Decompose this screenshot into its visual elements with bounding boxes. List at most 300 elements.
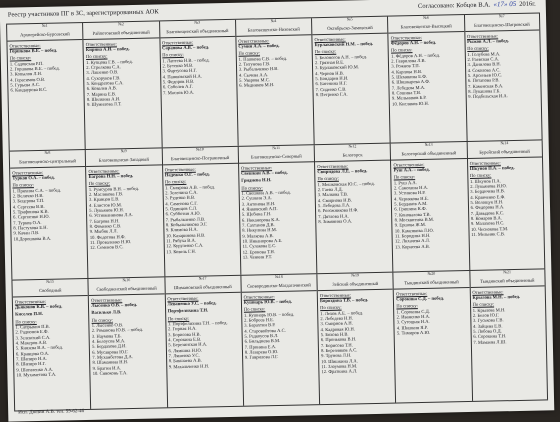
district-cell	[161, 147, 240, 277]
member-item: 11. Проваленко Н.Ю.	[89, 239, 132, 245]
member-item: 9. Махальченко Н.Н.	[168, 363, 210, 370]
district-body	[86, 165, 163, 251]
managers-label: Ответственные:	[243, 293, 275, 300]
approval-line	[418, 0, 536, 10]
district-name: Благовещенско-Западный	[86, 153, 162, 167]
member-item: 3. Фартусова Н.Г.	[162, 67, 197, 74]
district-body	[163, 163, 240, 254]
district-name: Благовещенский объединенный	[160, 24, 236, 38]
member-item: 1. Садовская Р.П.	[9, 60, 44, 67]
district-name: Благовещенско-Низовский	[236, 23, 312, 37]
managers-label: Ответственные:	[240, 164, 273, 171]
member-item: 6. Сорокина Т.Н.	[473, 333, 507, 340]
member-item: 3. Кравцов Е.В.	[88, 196, 120, 203]
member-list-label: По списку:	[15, 318, 37, 325]
member-list	[10, 60, 82, 94]
member-item: 4. Карпова Н.В.	[391, 68, 423, 75]
manager-name: Сумин А.А. – побед.	[238, 42, 280, 49]
member-item: 5. Щебина Г.Н.	[241, 211, 272, 218]
managers-label: Ответственные:	[314, 36, 346, 42]
district-body	[239, 162, 316, 260]
member-item: 4. Кравченко Е.Ф.	[470, 193, 506, 200]
member-item: 1. Мешковская Ю.С. – побед.	[317, 180, 375, 187]
member-list-label: По списку:	[472, 301, 495, 308]
member-item: 9. Трунева Л.Н.	[321, 352, 352, 359]
manager-name: Бурлаковский Н.М. – побед.	[314, 40, 374, 48]
member-item: 4. Янковский А.П.	[241, 205, 278, 212]
member-list	[473, 306, 544, 345]
manager-name: Сарапова А.В. – побед.	[162, 44, 210, 51]
handwritten-date: «17» 05	[493, 0, 517, 9]
district-name: Шимановский объединенный	[165, 280, 241, 294]
district-number: №7	[498, 13, 505, 19]
member-item: 6. Федорова Н.А.	[470, 204, 505, 211]
district-name: Сковородинско-Магдагачинский	[241, 279, 317, 293]
member-item: 4. Зайцева Е.В.	[473, 322, 503, 329]
member-list	[470, 177, 541, 237]
member-item: 10. Никанорова А.Е.	[242, 237, 283, 244]
district-body	[315, 160, 392, 224]
member-item: 9. Качан Л.В.	[13, 230, 40, 236]
member-item: 5. Березинская Н.А.	[168, 341, 208, 348]
member-item: 5. Лобова О.Д.	[473, 328, 502, 334]
district-number: №10	[195, 146, 204, 152]
district-number: №20	[427, 270, 436, 276]
district-body	[7, 40, 83, 94]
executor-line: Исп. Дюнин А.В. тел. 59-62-46	[18, 409, 85, 416]
member-item: 1. Шкунов П.А.	[469, 177, 501, 184]
member-item: 9. Шатиленко А.А.	[16, 366, 54, 373]
member-item: 4. Макеров А.В.	[15, 339, 48, 346]
member-item: 3. Смирнов А.Н.	[320, 320, 353, 327]
district-number: №15	[46, 278, 55, 284]
member-item: 8. Кобыльникова Э.Г.	[165, 221, 208, 228]
member-item: 1. Голубева М.А.	[467, 50, 501, 57]
member-item: 9. Климова Н.А.	[165, 227, 198, 233]
member-list-label: По списку:	[91, 317, 114, 323]
member-item: 1. Лысенко О.В.	[91, 322, 124, 328]
district-name: Архиерейско-Бурсевский	[7, 28, 83, 42]
district-name: Свободный	[13, 284, 89, 298]
member-item: 7. Маслов Ю.А.	[163, 89, 195, 96]
member-item: 4. Елистов Ю.М.	[89, 201, 123, 208]
member-item: 4. Сухоруков Г.В.	[86, 74, 121, 81]
member-item: 3. Руденко В.В.	[165, 195, 196, 201]
member-item: 3. Гуськова Г.В.	[472, 317, 504, 324]
member-item: 1. Лехов А.Е. – побед.	[320, 309, 364, 316]
managers-label: Ответственные:	[466, 32, 499, 39]
member-item: 10. Мухаметова Т.А.	[16, 371, 57, 378]
member-item: 10.Дорошкова В.А.	[13, 235, 52, 242]
member-item: 7. Дятлова Н.А.	[318, 213, 349, 219]
district-cell	[82, 21, 161, 149]
member-item: 2. Гаева Л.Д.	[317, 186, 343, 193]
district-number: №2	[118, 21, 124, 27]
member-item: 6. Мусаврова Ю.Г.	[92, 348, 129, 355]
member-item: 7. Каменская В.А.	[468, 82, 504, 89]
member-item: 1. Портфелихина Т.Н. – побед.	[167, 320, 228, 327]
member-item: 6. Шишкарева А.Ф.	[391, 79, 431, 85]
member-item: 7. Коновалова Т.В.	[394, 211, 431, 218]
district-body	[89, 294, 166, 376]
managers-label: Ответственные:	[91, 296, 123, 303]
district-body	[391, 159, 468, 250]
district-number: №19	[351, 272, 360, 278]
member-item: 8. Березняков А.С.	[320, 347, 358, 354]
member-list	[244, 311, 316, 361]
district-number: №13	[424, 142, 433, 147]
member-item: 1. Склярова А.В. – побед.	[165, 183, 216, 190]
member-item: 7. Борисова Т.Н.	[320, 342, 353, 348]
manager-name-secondary: Гриднева Н.Н.	[241, 177, 272, 184]
member-item: 10. Шишкина Л.А.	[321, 358, 358, 364]
member-item: 1. Фёдоров А.Н. – побед.	[391, 52, 441, 59]
member-item: 5. Волощук Н.Н.	[470, 199, 504, 205]
registry-table	[6, 12, 548, 411]
district-body	[236, 35, 312, 89]
member-item: 6. Рогожникова Н.Ф.	[318, 207, 359, 214]
member-item: 6. Никанорова К.А.	[241, 216, 280, 223]
approval-label: Согласовано: Кобцов В.А.	[417, 1, 491, 11]
member-list	[241, 189, 314, 260]
member-item: 8. Шилкина А.И.	[86, 96, 121, 102]
member-item: 6. Гришина К.Ф.	[394, 206, 427, 212]
member-item: 7. Мамаева Л.Ш.	[473, 338, 507, 345]
member-item: 7. Шапиро Н.А.	[16, 355, 47, 362]
managers-label: Ответственные:	[164, 166, 196, 172]
district-name: Свободненский объединенный	[89, 282, 165, 296]
district-body	[465, 30, 541, 100]
district-cell	[469, 269, 548, 401]
member-item: 3. Антонова Н.Н.	[241, 200, 276, 207]
member-item: 3. Рыбальченко Н.В.	[238, 66, 279, 73]
district-number: №12	[348, 143, 357, 149]
member-item: 6. Пронькова В.Н.	[320, 336, 357, 343]
manager-name: Сорокина С.Д. – побед.	[396, 295, 445, 302]
district-cell	[464, 13, 543, 141]
member-item: 12. Куруленко С.А.	[166, 242, 204, 249]
manager-name: Леваненко У.С. – побед.	[167, 300, 217, 307]
member-list	[165, 183, 238, 254]
district-body	[13, 296, 90, 378]
member-item: 6. Потапова Р.В.	[467, 77, 500, 84]
member-item: 4. Сычева А.А.	[238, 71, 269, 78]
member-item: 9. Мыбяк Л.Л.	[89, 228, 118, 235]
member-item: 7. Сиденко С.В.	[315, 86, 347, 92]
member-item: 1. Пряхина С.А. – побед.	[12, 187, 62, 194]
member-item: 2. Гирная Н.А.	[167, 326, 197, 332]
member-item: 6. Устюжанинова Л.А.	[89, 212, 133, 219]
member-item: 8. Москвитина В.М.	[394, 216, 435, 223]
member-item: 1. Пашкова С.В. – побед.	[238, 55, 288, 62]
member-item: 5. Бохова Н.В.	[320, 331, 349, 338]
member-item: 5. Редкоусов В.Л.	[244, 332, 279, 339]
member-item: 2. Лебедева Н.Н.	[320, 315, 353, 322]
managers-label: Ответственные:	[14, 298, 47, 305]
table-row	[11, 268, 548, 411]
member-list-label: По списку:	[167, 315, 190, 321]
member-item: 13. Ченкин Р.Т.	[242, 254, 273, 260]
member-item: 4. Белоусов М.А.	[91, 338, 126, 344]
member-list-label: По списку:	[85, 53, 108, 60]
member-item: 8. Пастухова Е.Н.	[13, 224, 48, 231]
district-number: №1	[41, 23, 48, 28]
member-item: 5. Гурьева А.С.	[10, 81, 41, 88]
district-body	[389, 32, 466, 107]
district-number: №4	[270, 18, 277, 24]
district-number: №16	[122, 277, 131, 283]
member-item: 10. Кисляков Ю.Н.	[392, 100, 430, 107]
member-item: 10. Сивоконь Т.А.	[92, 370, 128, 376]
member-item: 9. Гаврилова Л.Г.	[244, 354, 279, 361]
manager-name: Горшкова В.Е. – побед.	[9, 47, 58, 54]
manager-name: Турков О.А. – побед.	[12, 174, 55, 181]
member-list-label: По списку:	[393, 174, 416, 180]
member-item: 2. Радионов Е.Ф.	[15, 329, 49, 335]
member-item: 4. Герасимов О.В.	[10, 76, 46, 83]
district-number: №17	[198, 275, 207, 281]
member-item: 8. Зимянина О.А.	[318, 218, 353, 225]
member-item: 6. Соболев А.Г.	[162, 84, 193, 90]
member-list	[315, 53, 387, 97]
member-item: 5. Трифонова К.В.	[12, 208, 49, 215]
district-cell	[6, 23, 85, 151]
member-item: 2. Титунова Г.В.	[238, 61, 271, 67]
approval-year: 2016г.	[519, 0, 536, 8]
member-item: 7. Ляшенко У.С.	[168, 352, 200, 359]
member-item: 10. Чеснокова Т.М.	[471, 225, 509, 232]
member-item: 4. Чернякова Н.Е.	[394, 195, 429, 202]
member-item: 3. Бецерова Т.П.	[12, 198, 45, 204]
managers-label: Ответственные:	[9, 42, 41, 49]
district-number: №14	[500, 140, 509, 146]
member-item: 12. Фраткина А.Л.	[321, 368, 358, 375]
manager-name: Шкунов П.А. – побед.	[469, 164, 515, 171]
member-item: 3. Бердичева Н.В.	[470, 188, 505, 195]
manager-name: Свиридова Л.Е. – побед.	[317, 168, 368, 175]
district-name: Октябрьско-Зимовский	[312, 21, 388, 35]
member-list-label: По списку:	[396, 303, 418, 309]
member-item: 6. Медников М.Н.	[239, 82, 275, 89]
district-number: №18	[274, 274, 283, 280]
district-body	[84, 38, 161, 108]
managers-label: Ответственные:	[317, 163, 349, 169]
member-item: 12. Семенов В.С.	[89, 244, 124, 251]
member-list-label: По списку:	[164, 179, 187, 185]
district-cell	[387, 15, 466, 143]
district-name: Зейский объединенный	[318, 277, 394, 291]
district-cell	[393, 271, 472, 403]
member-item: 2. Бобреев Н.Е.	[244, 317, 275, 323]
member-item: 11. Рябуха В.А.	[166, 237, 197, 244]
member-item: 1. Руш А.А.	[393, 179, 417, 186]
member-list-label: По списку:	[390, 47, 413, 53]
member-list	[396, 308, 468, 336]
manager-name-secondary: Василько Л.В.	[91, 309, 122, 316]
member-list	[15, 323, 87, 378]
member-item: 8. Лазарева О.Ю.	[244, 349, 279, 355]
member-list	[318, 180, 390, 224]
member-item: 13. Ковель Г.Н.	[166, 248, 196, 255]
district-cell	[316, 273, 395, 405]
member-item: 2. Зеленина С.А.	[165, 189, 198, 196]
member-item: 10. Каменкова Л.Ю.	[394, 227, 434, 234]
document-title: Реестр участников ПГ в ЗС, зарегистрированных АОК	[7, 8, 159, 19]
manager-name-secondary: Киселев П.Н.	[15, 311, 44, 317]
managers-label: Ответственные:	[319, 292, 352, 298]
district-name: Благовещенско-Пограничный	[162, 151, 238, 165]
manager-name: Крылова М.Н. – побед.	[472, 293, 521, 300]
member-item: 5. Бердаков А.М.	[394, 200, 428, 207]
manager-name: Лысенко О.В. – побед.	[91, 301, 138, 308]
member-item: 8. Шапиро Н.Г.	[16, 361, 46, 367]
managers-label: Ответственные:	[393, 161, 425, 168]
member-item: 7. Сахтанов Д.В.	[242, 222, 275, 228]
member-list	[162, 57, 234, 96]
managers-label: Ответственные:	[88, 167, 120, 174]
district-cell	[240, 274, 319, 406]
district-name: Тындинский объединенный	[470, 274, 545, 288]
member-item: 3. Малкова Т.В.	[317, 191, 349, 198]
manager-name: Рыжов А.Л. – побед.	[467, 38, 509, 44]
district-name: Тындинский объединенный	[394, 276, 470, 290]
district-body	[318, 289, 395, 375]
member-item: 6. Батенина Н.Г.	[315, 80, 348, 87]
managers-label: Ответственные:	[12, 169, 44, 176]
district-body	[312, 33, 389, 97]
member-item: 3. Барахтин В.Р.	[244, 322, 276, 329]
member-item: 11. Сулакова Е.С.	[242, 243, 277, 250]
member-item: 9. Ершова Ж.М.	[394, 222, 427, 228]
district-cell	[235, 18, 314, 146]
member-item: 7. Давыдова К.С.	[470, 209, 505, 216]
district-body	[242, 291, 319, 361]
member-item: 8. Комаров В.А.	[470, 215, 503, 221]
member-list-label: По списку:	[469, 172, 492, 179]
manager-name: Руш А.А. – побед.	[393, 166, 430, 173]
member-list	[92, 321, 164, 376]
member-item: 5. Князева В.А. – побед.	[15, 344, 64, 351]
member-item: 5. Кондратова С.А.	[86, 80, 124, 86]
member-item: 9. Шумилова Л.Т.	[86, 101, 122, 108]
member-item: 7. Пронина Е.А.	[244, 343, 277, 350]
district-name: Белогорск	[315, 148, 391, 162]
member-list-label: По списку:	[243, 306, 266, 312]
managers-label: Ответственные:	[167, 295, 199, 301]
managers-label: Ответственные:	[472, 288, 504, 295]
district-number: №3	[194, 19, 201, 25]
member-item: 1. Купцова Г.В. – побед.	[86, 58, 133, 65]
member-list-label: По списку:	[88, 180, 111, 187]
member-item: 8. Бакшаева А.В.	[168, 357, 202, 364]
member-list-label: По списку:	[467, 45, 489, 52]
table-row	[6, 12, 543, 150]
member-item: 8. Петренко Г.А.	[315, 91, 348, 98]
member-item: 4. Чернов Н.В.	[315, 70, 344, 76]
member-item: 2. Горшкова В.Е. – побед.	[9, 65, 60, 72]
member-item: 5. Шемякина Е.Ф.	[391, 73, 427, 80]
member-item: 4. Шишкин Я.Р.	[396, 324, 428, 331]
member-item: 8. Сошина Т.В.	[391, 89, 422, 96]
member-list	[239, 55, 311, 89]
member-item: 9. Малахова Н.С.	[470, 220, 505, 227]
manager-name: Надежко О.Г. – побед.	[164, 171, 210, 178]
district-number: №11	[272, 145, 281, 151]
district-cell	[311, 17, 390, 145]
district-cell	[11, 279, 90, 411]
member-item: 4. Пашковский Н.А.	[162, 73, 202, 80]
member-item: 4. Кадровая Ю.Н.	[320, 326, 355, 332]
manager-name: Свешкин А.В. – побед.	[240, 169, 288, 176]
district-cell	[164, 276, 243, 408]
member-list-label: По списку:	[317, 175, 339, 182]
member-item: 2. Романова Ю.В. – побед.	[91, 327, 144, 334]
member-list-label: По списку:	[12, 182, 34, 188]
member-item: 2. Раевская С.А.	[467, 56, 500, 62]
district-body	[470, 286, 545, 345]
member-item: 9. Брагин И.А.	[92, 365, 122, 371]
district-cell	[88, 277, 167, 409]
member-item: 3. Зеленский С.А.	[15, 334, 51, 341]
member-list-label: По списку:	[241, 184, 263, 191]
member-item: 4. Сергеева В.В.	[12, 203, 45, 210]
district-body	[165, 292, 242, 369]
manager-name: Фёдоров А.Н. – побед.	[390, 39, 437, 46]
member-item: 2. Бутенко М.В.	[162, 62, 194, 69]
member-item: 7. Рыбальченко Л.В.	[165, 216, 206, 223]
member-item: 1. Белоногов А.Н. – побед.	[314, 53, 367, 60]
member-item: 2. Стрелкова С.А.	[86, 64, 121, 70]
member-item: 1. Румсуров В.Н. – побед.	[88, 185, 140, 192]
member-item: 5. Уварова М.С.	[239, 77, 270, 83]
district-cell	[466, 140, 545, 270]
member-item: 3. Бурлаковский Ю.М.	[315, 64, 360, 71]
district-number: №5	[346, 16, 353, 22]
member-item: 6. Бильдиева В.М.	[244, 338, 281, 345]
manager-name: Кирина А.И. – побед.	[85, 45, 130, 52]
district-name: Благовещенско-Северный	[239, 150, 315, 164]
member-list-label: По списку:	[238, 50, 261, 57]
member-item: 13. Корнеева А.В.	[395, 243, 431, 250]
member-item: 5. Федоров Н.В.	[162, 78, 195, 85]
member-item: 7. Мухамбетова Д.А.	[92, 354, 134, 360]
member-item: 11. Мельник С.В.	[471, 231, 506, 238]
district-body	[468, 157, 544, 237]
district-cell	[314, 144, 393, 274]
member-item: 4. Смирнова Н.В.	[317, 197, 352, 203]
member-item: 8. Лукашова Г.Б.	[468, 88, 501, 95]
member-item: 4. Соколова А.С.	[467, 66, 501, 73]
member-item: 3. Рожнов Т.П.	[391, 63, 420, 69]
member-item: 7. Турков О.А.	[13, 219, 42, 226]
member-list	[86, 58, 158, 108]
managers-label: Ответственные:	[238, 37, 270, 44]
member-item: 1. Крылова М.Н.	[472, 306, 506, 313]
member-item: 5. Тимиров А.Ю.	[396, 329, 431, 336]
member-item: 5. Бондарев Н.И.	[315, 75, 349, 82]
member-item: 9. Мельников Б.Р.	[391, 95, 427, 101]
member-item: 7. Багрова Н.Н.	[89, 217, 120, 224]
district-body	[394, 288, 470, 336]
member-list	[320, 309, 393, 375]
district-body	[10, 167, 87, 242]
member-item: 2. Сушкин Э.А.	[241, 195, 272, 202]
member-list	[13, 187, 85, 242]
member-list	[394, 179, 467, 250]
member-item: 2. Самохина Н.А.	[393, 184, 429, 191]
district-name: Бурейский объединенный	[467, 145, 542, 159]
district-name: Райпотовский объединенный	[83, 26, 159, 40]
